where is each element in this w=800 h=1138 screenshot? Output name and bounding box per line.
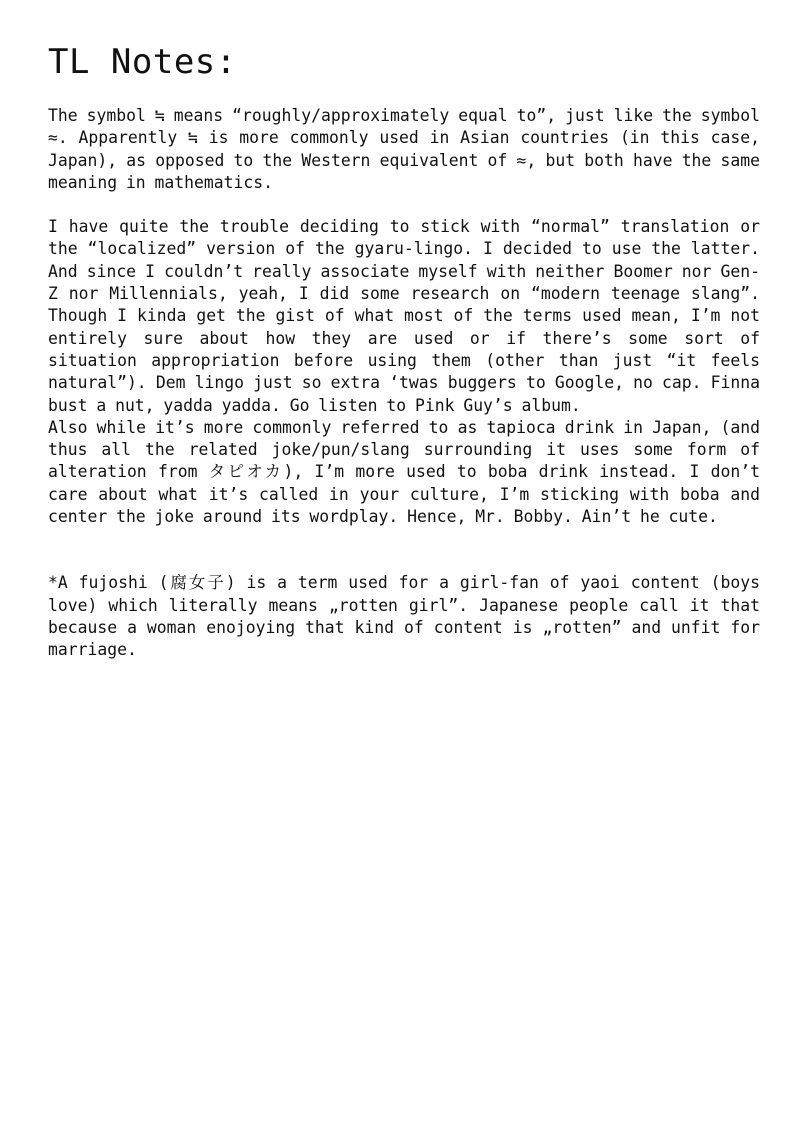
paragraph-spacer bbox=[48, 194, 760, 216]
paragraph-approx-symbol: The symbol ≒ means “roughly/approximately equal to”, just like the symbol ≈. Apparently ≒ is more commonly used in Asian countries (in this case, Japan), as opposed to the Western equivalent of ≈, but both have the same meaning in mathematics. bbox=[48, 106, 760, 192]
paragraph-fujoshi-footnote: *A fujoshi (腐女子) is a term used for a girl-fan of yaoi content (boys love) which literally means „rotten girl”. Japanese people call it that because a woman enojoying that kind of content is „rotten” and unfit for marriage. bbox=[48, 573, 760, 660]
page-title: TL Notes: bbox=[48, 42, 237, 82]
paragraph-spacer bbox=[48, 528, 760, 572]
paragraph-boba-drink: Also while it’s more commonly referred to as tapioca drink in Japan, (and thus all the related joke/pun/slang surrounding it uses some form of alteration from タピオカ), I’m more used to boba drink instead. I don’t care about what it’s called in your culture, I’m sticking with boba and center the joke around its wordplay. Hence, Mr. Bobby. Ain’t he cute. bbox=[48, 417, 760, 527]
tl-notes-page bbox=[48, 40, 760, 662]
paragraph-gyaru-lingo: I have quite the trouble deciding to stick with “normal” translation or the “localized” version of the gyaru-lingo. I decided to use the latter. And since I couldn’t really associate myself with neither Boomer nor Gen-Z nor Millennials, yeah, I did some research on “modern teenage slang”. Though I kinda get the gist of what most of the terms used mean, I’m not entirely sure about how they are used or if there’s some sort of situation appropriation before using them (other than just “it feels natural”). Dem lingo just so extra ‘twas buggers to Google, no cap. Finna bust a nut, yadda yadda. Go listen to Pink Guy’s album. bbox=[48, 217, 760, 415]
